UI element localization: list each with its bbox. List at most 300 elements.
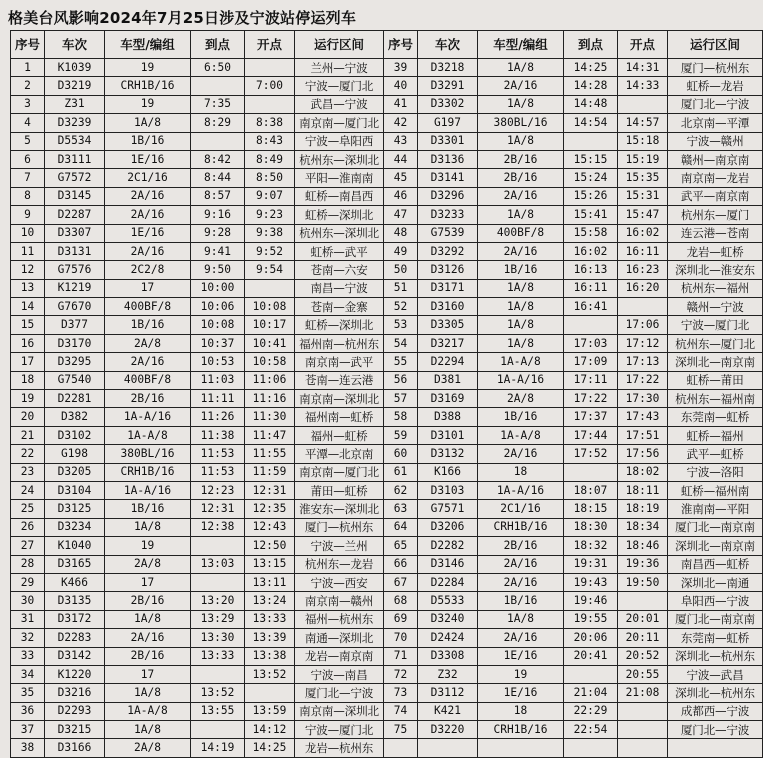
- route-cell: 厦门北—宁波: [668, 721, 763, 739]
- route-cell: 虹桥—深圳北: [295, 206, 384, 224]
- train-number-cell: D3101: [418, 426, 478, 444]
- train-number-cell: D3141: [418, 169, 478, 187]
- arrival-time-cell: [564, 463, 618, 481]
- departure-time-cell: 12:31: [245, 481, 295, 499]
- departure-time-cell: 17:06: [618, 316, 668, 334]
- route-cell: 南昌—宁波: [295, 279, 384, 297]
- seq-cell: [384, 739, 418, 757]
- route-cell: 淮南南—平阳: [668, 500, 763, 518]
- route-cell: 深圳北—南京南: [668, 353, 763, 371]
- seq-cell: 28: [11, 555, 45, 573]
- departure-time-cell: 15:31: [618, 187, 668, 205]
- arrival-time-cell: 17:22: [564, 390, 618, 408]
- arrival-time-cell: 16:02: [564, 242, 618, 260]
- departure-time-cell: 8:49: [245, 150, 295, 168]
- departure-time-cell: 12:50: [245, 537, 295, 555]
- table-row: [11, 187, 763, 205]
- route-cell: [668, 739, 763, 757]
- train-number-cell: Z32: [418, 665, 478, 683]
- route-cell: 厦门北—宁波: [668, 95, 763, 113]
- train-type-cell: 1A/8: [478, 279, 564, 297]
- arrival-time-cell: 9:28: [191, 224, 245, 242]
- route-cell: 武平—虹桥: [668, 445, 763, 463]
- train-number-cell: D3302: [418, 95, 478, 113]
- departure-time-cell: 11:06: [245, 371, 295, 389]
- route-cell: 厦门北—宁波: [295, 684, 384, 702]
- seq-cell: 71: [384, 647, 418, 665]
- arrival-time-cell: 19:31: [564, 555, 618, 573]
- table-row: [11, 353, 763, 371]
- train-type-cell: CRH1B/16: [105, 463, 191, 481]
- train-number-cell: D3111: [45, 150, 105, 168]
- train-number-cell: D3291: [418, 77, 478, 95]
- arrival-time-cell: [191, 77, 245, 95]
- departure-time-cell: [618, 721, 668, 739]
- train-type-cell: CRH1B/16: [478, 518, 564, 536]
- table-row: [11, 114, 763, 132]
- col-header-route: 运行区间: [295, 31, 384, 59]
- train-number-cell: D3239: [45, 114, 105, 132]
- seq-cell: 66: [384, 555, 418, 573]
- seq-cell: 13: [11, 279, 45, 297]
- train-number-cell: D3142: [45, 647, 105, 665]
- arrival-time-cell: 8:44: [191, 169, 245, 187]
- train-type-cell: 19: [105, 59, 191, 77]
- seq-cell: 27: [11, 537, 45, 555]
- seq-cell: 32: [11, 629, 45, 647]
- seq-cell: 75: [384, 721, 418, 739]
- route-cell: 厦门北—南京南: [668, 518, 763, 536]
- departure-time-cell: 17:43: [618, 408, 668, 426]
- departure-time-cell: [618, 95, 668, 113]
- departure-time-cell: 13:52: [245, 665, 295, 683]
- col-header-seq: 序号: [11, 31, 45, 59]
- route-cell: 宁波—洛阳: [668, 463, 763, 481]
- route-cell: 厦门—杭州东: [668, 59, 763, 77]
- table-row: [11, 316, 763, 334]
- table-row: [11, 242, 763, 260]
- departure-time-cell: 16:20: [618, 279, 668, 297]
- table-row: [11, 169, 763, 187]
- seq-cell: 57: [384, 390, 418, 408]
- train-type-cell: 1E/16: [105, 150, 191, 168]
- route-cell: 宁波—南昌: [295, 665, 384, 683]
- departure-time-cell: 17:51: [618, 426, 668, 444]
- train-number-cell: K421: [418, 702, 478, 720]
- seq-cell: 7: [11, 169, 45, 187]
- arrival-time-cell: 10:06: [191, 298, 245, 316]
- arrival-time-cell: 14:19: [191, 739, 245, 757]
- train-number-cell: D3112: [418, 684, 478, 702]
- train-type-cell: 2C1/16: [478, 500, 564, 518]
- route-cell: 龙岩—南京南: [295, 647, 384, 665]
- seq-cell: 31: [11, 610, 45, 628]
- arrival-time-cell: 12:23: [191, 481, 245, 499]
- train-number-cell: D377: [45, 316, 105, 334]
- route-cell: 深圳北—淮安东: [668, 261, 763, 279]
- route-cell: 虹桥—武平: [295, 242, 384, 260]
- route-cell: 宁波—厦门北: [295, 77, 384, 95]
- seq-cell: 6: [11, 150, 45, 168]
- table-row: [11, 721, 763, 739]
- train-number-cell: D3132: [418, 445, 478, 463]
- departure-time-cell: 17:12: [618, 334, 668, 352]
- train-type-cell: 1A/8: [478, 95, 564, 113]
- seq-cell: 51: [384, 279, 418, 297]
- departure-time-cell: 18:19: [618, 500, 668, 518]
- arrival-time-cell: [191, 132, 245, 150]
- table-row: [11, 261, 763, 279]
- train-number-cell: K1220: [45, 665, 105, 683]
- seq-cell: 1: [11, 59, 45, 77]
- route-cell: 杭州东—福州: [668, 279, 763, 297]
- train-type-cell: 2A/8: [105, 739, 191, 757]
- table-row: [11, 279, 763, 297]
- arrival-time-cell: 18:15: [564, 500, 618, 518]
- table-row: [11, 77, 763, 95]
- train-type-cell: 1B/16: [478, 261, 564, 279]
- route-cell: 东莞南—虹桥: [668, 408, 763, 426]
- seq-cell: 46: [384, 187, 418, 205]
- seq-cell: 34: [11, 665, 45, 683]
- arrival-time-cell: 21:04: [564, 684, 618, 702]
- route-cell: 南京南—赣州: [295, 592, 384, 610]
- table-row: [11, 408, 763, 426]
- seq-cell: 12: [11, 261, 45, 279]
- arrival-time-cell: 11:53: [191, 463, 245, 481]
- train-number-cell: D3215: [45, 721, 105, 739]
- route-cell: 杭州东—龙岩: [295, 555, 384, 573]
- arrival-time-cell: 15:24: [564, 169, 618, 187]
- departure-time-cell: 7:00: [245, 77, 295, 95]
- train-type-cell: 1A/8: [105, 518, 191, 536]
- seq-cell: 68: [384, 592, 418, 610]
- departure-time-cell: 9:23: [245, 206, 295, 224]
- train-number-cell: D2281: [45, 390, 105, 408]
- train-type-cell: 1E/16: [478, 684, 564, 702]
- route-cell: 平潭—北京南: [295, 445, 384, 463]
- route-cell: 兰州—宁波: [295, 59, 384, 77]
- departure-time-cell: 18:34: [618, 518, 668, 536]
- seq-cell: 15: [11, 316, 45, 334]
- train-type-cell: 1B/16: [105, 316, 191, 334]
- arrival-time-cell: 13:33: [191, 647, 245, 665]
- train-type-cell: 1A-A/16: [105, 481, 191, 499]
- departure-time-cell: 13:15: [245, 555, 295, 573]
- arrival-time-cell: 15:58: [564, 224, 618, 242]
- train-type-cell: 17: [105, 279, 191, 297]
- train-number-cell: D3131: [45, 242, 105, 260]
- arrival-time-cell: 17:37: [564, 408, 618, 426]
- train-type-cell: 2A/8: [105, 334, 191, 352]
- train-number-cell: D5534: [45, 132, 105, 150]
- col-header-type: 车型/编组: [478, 31, 564, 59]
- train-type-cell: 18: [478, 463, 564, 481]
- departure-time-cell: 11:16: [245, 390, 295, 408]
- arrival-time-cell: 18:30: [564, 518, 618, 536]
- train-type-cell: 2A/16: [478, 445, 564, 463]
- seq-cell: 35: [11, 684, 45, 702]
- route-cell: 赣州—宁波: [668, 298, 763, 316]
- seq-cell: 29: [11, 573, 45, 591]
- train-type-cell: 2B/16: [478, 537, 564, 555]
- train-type-cell: 1A/8: [105, 684, 191, 702]
- arrival-time-cell: 19:43: [564, 573, 618, 591]
- departure-time-cell: 10:08: [245, 298, 295, 316]
- seq-cell: 5: [11, 132, 45, 150]
- train-number-cell: D381: [418, 371, 478, 389]
- route-cell: 南京南—厦门北: [295, 114, 384, 132]
- seq-cell: 72: [384, 665, 418, 683]
- schedule-table: [10, 30, 763, 758]
- table-row: [11, 500, 763, 518]
- arrival-time-cell: [191, 573, 245, 591]
- train-number-cell: D3216: [45, 684, 105, 702]
- departure-time-cell: 18:11: [618, 481, 668, 499]
- route-cell: 杭州东—福州南: [668, 390, 763, 408]
- seq-cell: 58: [384, 408, 418, 426]
- train-type-cell: 1A/8: [105, 610, 191, 628]
- departure-time-cell: 13:24: [245, 592, 295, 610]
- train-number-cell: D3218: [418, 59, 478, 77]
- train-number-cell: D2284: [418, 573, 478, 591]
- train-number-cell: D3301: [418, 132, 478, 150]
- departure-time-cell: 16:23: [618, 261, 668, 279]
- route-cell: 虹桥—龙岩: [668, 77, 763, 95]
- train-number-cell: K1039: [45, 59, 105, 77]
- train-number-cell: D3307: [45, 224, 105, 242]
- departure-time-cell: 13:33: [245, 610, 295, 628]
- route-cell: 厦门—杭州东: [295, 518, 384, 536]
- seq-cell: 38: [11, 739, 45, 757]
- seq-cell: 64: [384, 518, 418, 536]
- arrival-time-cell: 8:29: [191, 114, 245, 132]
- route-cell: 苍南—六安: [295, 261, 384, 279]
- train-number-cell: Z31: [45, 95, 105, 113]
- table-row: [11, 426, 763, 444]
- route-cell: 福州南—虹桥: [295, 408, 384, 426]
- seq-cell: 52: [384, 298, 418, 316]
- page-title: 格美台风影响2024年7月25日涉及宁波站停运列车: [8, 9, 357, 27]
- route-cell: 东莞南—虹桥: [668, 629, 763, 647]
- departure-time-cell: 10:41: [245, 334, 295, 352]
- train-type-cell: 400BF/8: [105, 298, 191, 316]
- route-cell: 宁波—兰州: [295, 537, 384, 555]
- departure-time-cell: 15:47: [618, 206, 668, 224]
- train-type-cell: 1A-A/16: [105, 408, 191, 426]
- seq-cell: 33: [11, 647, 45, 665]
- train-number-cell: D3240: [418, 610, 478, 628]
- departure-time-cell: 13:38: [245, 647, 295, 665]
- departure-time-cell: [245, 279, 295, 297]
- arrival-time-cell: 19:55: [564, 610, 618, 628]
- train-type-cell: 2C1/16: [105, 169, 191, 187]
- train-type-cell: 400BF/8: [478, 224, 564, 242]
- arrival-time-cell: 13:30: [191, 629, 245, 647]
- departure-time-cell: 13:11: [245, 573, 295, 591]
- table-row: [11, 95, 763, 113]
- seq-cell: 20: [11, 408, 45, 426]
- train-number-cell: D3308: [418, 647, 478, 665]
- route-cell: 杭州东—厦门北: [668, 334, 763, 352]
- train-type-cell: 2A/8: [105, 555, 191, 573]
- arrival-time-cell: 20:06: [564, 629, 618, 647]
- route-cell: 南昌西—虹桥: [668, 555, 763, 573]
- departure-time-cell: [618, 298, 668, 316]
- route-cell: 龙岩—杭州东: [295, 739, 384, 757]
- train-type-cell: 400BF/8: [105, 371, 191, 389]
- route-cell: 福州南—杭州东: [295, 334, 384, 352]
- arrival-time-cell: 10:37: [191, 334, 245, 352]
- train-type-cell: 2A/16: [478, 629, 564, 647]
- arrival-time-cell: 8:42: [191, 150, 245, 168]
- train-number-cell: D3170: [45, 334, 105, 352]
- train-number-cell: D2294: [418, 353, 478, 371]
- arrival-time-cell: 16:13: [564, 261, 618, 279]
- arrival-time-cell: 17:44: [564, 426, 618, 444]
- route-cell: 福州—杭州东: [295, 610, 384, 628]
- table-row: [11, 592, 763, 610]
- route-cell: 宁波—西安: [295, 573, 384, 591]
- arrival-time-cell: [191, 665, 245, 683]
- train-number-cell: G7540: [45, 371, 105, 389]
- seq-cell: 10: [11, 224, 45, 242]
- seq-cell: 62: [384, 481, 418, 499]
- arrival-time-cell: 22:29: [564, 702, 618, 720]
- departure-time-cell: 19:50: [618, 573, 668, 591]
- table-row: [11, 610, 763, 628]
- departure-time-cell: 13:59: [245, 702, 295, 720]
- route-cell: 厦门北—南京南: [668, 610, 763, 628]
- train-number-cell: D3172: [45, 610, 105, 628]
- route-cell: 赣州—南京南: [668, 150, 763, 168]
- train-type-cell: CRH1B/16: [478, 721, 564, 739]
- train-number-cell: D2293: [45, 702, 105, 720]
- train-type-cell: 2A/16: [478, 242, 564, 260]
- train-type-cell: 18: [478, 702, 564, 720]
- col-header-depart: 开点: [245, 31, 295, 59]
- train-number-cell: [418, 739, 478, 757]
- train-type-cell: 1A/8: [478, 316, 564, 334]
- departure-time-cell: 15:18: [618, 132, 668, 150]
- train-type-cell: 1A-A/16: [478, 481, 564, 499]
- departure-time-cell: 20:55: [618, 665, 668, 683]
- train-type-cell: 19: [105, 95, 191, 113]
- table-row: [11, 555, 763, 573]
- train-number-cell: D3102: [45, 426, 105, 444]
- table-body: [11, 59, 763, 758]
- route-cell: 南京南—龙岩: [668, 169, 763, 187]
- arrival-time-cell: 18:07: [564, 481, 618, 499]
- train-number-cell: D3233: [418, 206, 478, 224]
- arrival-time-cell: 12:31: [191, 500, 245, 518]
- seq-cell: 21: [11, 426, 45, 444]
- train-number-cell: K166: [418, 463, 478, 481]
- train-type-cell: 2B/16: [105, 592, 191, 610]
- arrival-time-cell: 14:48: [564, 95, 618, 113]
- departure-time-cell: [245, 95, 295, 113]
- departure-time-cell: 11:55: [245, 445, 295, 463]
- table-row: [11, 518, 763, 536]
- route-cell: 杭州东—深圳北: [295, 150, 384, 168]
- table-row: [11, 132, 763, 150]
- table-row: [11, 573, 763, 591]
- train-number-cell: K1040: [45, 537, 105, 555]
- departure-time-cell: 8:50: [245, 169, 295, 187]
- train-type-cell: 1A/8: [105, 114, 191, 132]
- train-type-cell: 2A/16: [105, 242, 191, 260]
- route-cell: 南京南—武平: [295, 353, 384, 371]
- col-header-arrive: 到点: [564, 31, 618, 59]
- departure-time-cell: 16:02: [618, 224, 668, 242]
- arrival-time-cell: 9:41: [191, 242, 245, 260]
- train-number-cell: D3103: [418, 481, 478, 499]
- route-cell: 虹桥—莆田: [668, 371, 763, 389]
- train-number-cell: D3296: [418, 187, 478, 205]
- route-cell: 北京南—平潭: [668, 114, 763, 132]
- arrival-time-cell: 18:32: [564, 537, 618, 555]
- arrival-time-cell: 8:57: [191, 187, 245, 205]
- arrival-time-cell: 14:25: [564, 59, 618, 77]
- arrival-time-cell: 13:29: [191, 610, 245, 628]
- arrival-time-cell: [564, 665, 618, 683]
- departure-time-cell: 8:38: [245, 114, 295, 132]
- train-type-cell: 1A/8: [478, 334, 564, 352]
- table-row: [11, 298, 763, 316]
- departure-time-cell: 11:59: [245, 463, 295, 481]
- arrival-time-cell: 9:50: [191, 261, 245, 279]
- route-cell: 南京南—深圳北: [295, 702, 384, 720]
- train-number-cell: D3136: [418, 150, 478, 168]
- train-number-cell: G197: [418, 114, 478, 132]
- arrival-time-cell: 16:11: [564, 279, 618, 297]
- seq-cell: 40: [384, 77, 418, 95]
- departure-time-cell: 10:17: [245, 316, 295, 334]
- train-number-cell: D3234: [45, 518, 105, 536]
- arrival-time-cell: 13:55: [191, 702, 245, 720]
- seq-cell: 54: [384, 334, 418, 352]
- arrival-time-cell: [564, 316, 618, 334]
- train-type-cell: 1B/16: [105, 500, 191, 518]
- arrival-time-cell: 15:41: [564, 206, 618, 224]
- arrival-time-cell: 17:03: [564, 334, 618, 352]
- departure-time-cell: 10:58: [245, 353, 295, 371]
- train-number-cell: D3295: [45, 353, 105, 371]
- table-row: [11, 150, 763, 168]
- train-number-cell: G7576: [45, 261, 105, 279]
- table-row: [11, 702, 763, 720]
- train-type-cell: 380BL/16: [105, 445, 191, 463]
- departure-time-cell: 16:11: [618, 242, 668, 260]
- departure-time-cell: 14:57: [618, 114, 668, 132]
- route-cell: 莆田—虹桥: [295, 481, 384, 499]
- train-number-cell: D3205: [45, 463, 105, 481]
- departure-time-cell: 15:19: [618, 150, 668, 168]
- departure-time-cell: 14:12: [245, 721, 295, 739]
- seq-cell: 11: [11, 242, 45, 260]
- seq-cell: 3: [11, 95, 45, 113]
- departure-time-cell: [618, 702, 668, 720]
- departure-time-cell: 14:31: [618, 59, 668, 77]
- col-header-route: 运行区间: [668, 31, 763, 59]
- train-type-cell: 1A-A/8: [105, 702, 191, 720]
- arrival-time-cell: 9:16: [191, 206, 245, 224]
- table-row: [11, 481, 763, 499]
- seq-cell: 19: [11, 390, 45, 408]
- departure-time-cell: [618, 739, 668, 757]
- train-number-cell: D5533: [418, 592, 478, 610]
- route-cell: 虹桥—福州南: [668, 481, 763, 499]
